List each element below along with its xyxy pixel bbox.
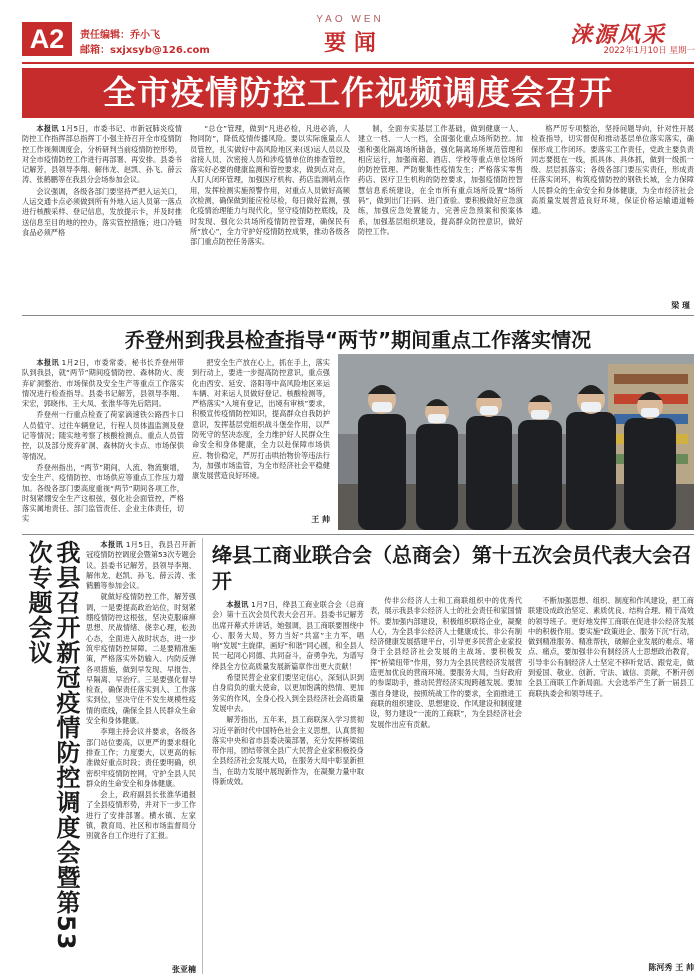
masthead: 涞源风采 [569,22,666,48]
page-number: A2 [22,22,72,56]
editor-email: 邮箱：sxjxsyb@126.com [80,45,210,56]
story1-para-1: 本报讯 1月5日，市委书记、市新冠肺炎疫情防控工作指挥部总指挥丁小强主持召开全市疫情防控工作视频调度会，分析研判当前疫情防控形势，对全市疫情防控工作进行再部署、再安排。县委书记解芳，县领导李翔、解伟龙、赵凯、孙飞、薛云涛、张鹤鹏等在我县分会场参加会议。 [22,124,182,185]
story2-headline: 乔登州到我县检查指导“两节”期间重点工作落实情况 [124,328,592,352]
story4-para-2: 希望民营企业家们要坚定信心，深刻认识到自身肩负的重大使命，以更加饱满的热情、更加务实的作风，全身心投入到全县经济社会高质量发展中去。 [212,673,364,713]
issue-date: 2022年1月10日 星期一 [603,46,695,56]
story3-para-3: 李翔主持会议并要求，各级各部门站位要高，以更严的要求细化排查工作；力度要大，以更高的标准做好重点时段；责任要明确，织密织牢疫情防控网，守护全县人民群众的生命安全和身体健康。 [86,727,196,788]
story4-para-1: 本报讯 1月7日，绛县工商业联合会（总商会）第十五次会员代表大会召开。县委书记解芳出席开幕式并讲话，她强调，县工商联要围绕中心、服务大局，努力当好“共富”主力军，唱响“发展”主旋律，画好“和谐”同心圆，和全县人民一起同心同德、共同奋斗，奋勇争先，为谱写绛县全方位高质量发展新篇章作出更大贡献！ [212,600,364,671]
header-rule [22,62,694,64]
story1-column-4: 格严厉专项整治，坚持问题导向，针对性开展检查指导，切实督促和推动基层单位落实落实，确保形成工作闭环。要落实工作责任，党政主要负责同志要挺在一线，抓具体、具体抓，做到一级抓一级、层层抓落实；各级各部门要压实责任，形成责任落实闭环，构筑疫情防控的钢铁长城，全力保障人民群众的生命安全和身体健康，为全市经济社会高质量发展营造良好环境，保证价格运输通道畅通。 [531,124,694,216]
inspection-photo [338,354,694,530]
story3-author: 张亚楠 [172,965,196,974]
editor-credit: 责任编辑：乔小飞 [80,30,160,41]
story3-para-4: 会上，政府副县长张淮华通报了全县疫情形势，并对下一步工作进行了安排部署。横水镇、左家镇，教育局、社区和市场监督局分别就各自工作进行了汇报。 [86,790,196,841]
story3-para-1: 本报讯 1月5日，我县召开新冠疫情防控调度会暨第53次专题会议。县委书记解芳，县领导李翔、解伟龙、赵凯、孙飞、薛云涛、张鹤鹏等参加会议。 [86,540,196,591]
byline-lead: 本报讯 [36,124,59,133]
divider-2 [22,534,694,535]
section-title: 要 闻 [324,30,376,56]
story3-para-2: 就做好疫情防控工作，解芳强调，一是要提高政治站位，时刻紧绷疫情防控这根弦，坚决克服麻痹思想、厌战情绪、侥幸心理，松劲心态，全面进入战时状态，进一步筑牢疫情防控屏障。二是要精准施策，严格落实外防输入、内防反弹各项措施，做到早发现、早报告、早隔离、早治疗。三是要强化督导检查，确保责任落实到人、工作落实到位，坚决守住不发生规模性疫情的底线，确保全县人民群众生命安全和身体健康。 [86,592,196,726]
story4-column-3: 不断加强思想、组织、制度和作风建设，把工商联建设成政治坚定、素质优良、结构合理、精干高效的领导班子。更好地发挥工商联在促进非公经济发展中的积极作用。要实施“政策进企、服务下沉”行动，做到精准服务、精准帮扶，破解企业发展的难点、堵点、痛点，要加强非公有制经济人士思想政治教育，引导非公有制经济人士坚定不移听党话、跟党走，做到爱国、敬业、创新、守法、诚信、贡献，不断开创全县工商联工作新局面。大会选举产生了新一届县工商联执委会和领导班子。 [528,596,694,698]
story4-column-2: 传非公经济人士和工商联组织中的优秀代表，展示我县非公经济人士的社会责任和家国情怀。要加强内部建设，积极组织联络企业，凝聚人心，为全县非公经济人士健康成长、非公有制经济健康发展搭建平台，引导更多民营企业家投身于全县经济社会发展的主战场。要积极发挥“桥梁纽带”作用，努力为全县民营经济发展营造更加优良的营商环境。要服务大局，当好政府的参谋助手，推动民营经济实现跨越发展。要加强自身建设，按照统战工作的要求，全面推进工商联的组织建设、思想建设、作风建设和制度建设，努力建设“一流的工商联”，为全县经济社会发展作出应有贡献。 [370,596,522,729]
story1-author: 梁 瑾 [671,301,690,310]
story4-para-3: 解芳指出，五年来，县工商联深入学习贯彻习近平新时代中国特色社会主义思想，认真贯彻落实中央和省市县委决策部署，充分发挥桥梁纽带作用，团结带领全县广大民营企业家积极投身全县经济社会发展大局，在服务大局中彰显新担当，在助力发展中展现新作为，在凝聚力量中取得新成效。 [212,715,364,787]
story2-author: 王 帅 [311,515,330,524]
story2-para-2: 乔登州一行重点检查了荷家滴速铁公路西卡口人员值守、过往车辆登记，行程人员体温监测及登记等情况；随实地考察了核酸检测点、重点人员管控，以及部分废弃矿洞、森林防火卡点、市场保供等情况。 [22,410,184,461]
divider-1 [22,315,694,316]
story2-column-1 [22,358,184,528]
story1-para-2: 会议强调，各级各部门要坚持严把入运关口，人运交通卡点必须做到所有外地入运人员第一落点进行核酸采样、登记信息，发放提示卡，并及时推送信息至目的地的控办，落实管控措施；进口冷链食品必须严格 [22,186,182,237]
photo-illustration [338,354,694,530]
story1-column-2: “总仓”管理，做到“凡进必检，凡进必消，人物同防”，降低疫情传播风险。要以实际施量点人员管控，扎实做好中高风险地区来(返)运人员以及省接人员、次密接人员和涉疫情单位的排查管控，落实好必要的健康监测和管控要求，做到点对点，人盯人闭环管理，加强医疗机构、药店监测哨点作用，发挥检测实施预警作用，对重点人员做好高频次检测，确保做到能应检尽检，每日做好监测，强化疫情治理能力与现代化，坚守疫情防控底线，及时发现、强化公共场所疫情防控管理，确保民有所“放心”，全力守护好疫情防控成果，推动各级各部门重点防控任务落实。 [190,124,350,247]
story2-para-1: 本报讯 1月2日，市委常委、秘书长乔登州带队到我县，就“两节”期间疫情防控、森林防火、废弃矿洞整治、市场保供及安全生产等重点工作落实情况进行检查指导。县委书记解芳，县领导李翔、宋宏，郭晓伟、王大凤、张淮华等先后陪同。 [22,358,184,409]
story1-headline: 全市疫情防控工作视频调度会召开 [103,73,613,112]
story4-headline: 绛县工商业联合会（总商会）第十五次会员代表大会召开 [212,543,692,593]
section-pinyin: YAO WEN [316,14,384,25]
story2-para-3: 乔登州指出，“两节”期间，人流、物流聚增，安全生产、疫情防控、市场供应等重点工作压力增加。各级各部门要高度重视“两节”期间各项工作，时刻紧绷安全生产这根弦，强化社会面管控，严格落实属地责任、部门监管责任、企业主体责任，切实 [22,462,184,524]
story4-author: 陈河秀 王 帅 [648,963,694,972]
story3-headline: 我县召开新冠疫情防控调度会暨第53次专题会议 [24,540,80,951]
story1-column-1 [22,124,182,310]
story1-column-3: 制，全面夯实基层工作基础，做到健康一人、建立一档、一人一档，全面强化重点场所防控。加强和强化隔离场所储备，强化隔离场所规范管理和相应运行，加强商超、酒店、学校等重点单位场所的防控管理。严防聚集性疫情发生；严格落实零售药店、医疗卫生机构的防控要求，加强疫情防控智慧信息系统建设，在全市所有重点场所设置“场所码”，做到出门扫码、进门查验。要积极做好应急演练，加强应急处置能力，完善应急预案和预案体系，加强基层组织建设，提高群众防控意识，做好防控工作。 [358,124,523,236]
story2-column-2: 把安全生产放在心上，抓在手上，落实到行动上，要进一步提高防控意识，重点强化由西安、延安、洛阳等中高风险地区来运车辆、对来运人员做好登记、核酸检测等，严格落实“入境有登记，出境有审核”要求，积极宣传疫情防控知识，提高群众自我防护意识，发挥基层党组织战斗堡垒作用，以严防死守的坚决态度，全力维护好人民群众生命安全和身体健康，全力以赴保障市场供应、物价稳定，严厉打击哄抬物价等违法行为，加强市场监管，为全市经济社会平稳健康发展营造良好环境。 [192,358,330,481]
column-divider [202,538,203,974]
story4-column-1 [212,600,364,970]
story3-body [86,540,196,966]
